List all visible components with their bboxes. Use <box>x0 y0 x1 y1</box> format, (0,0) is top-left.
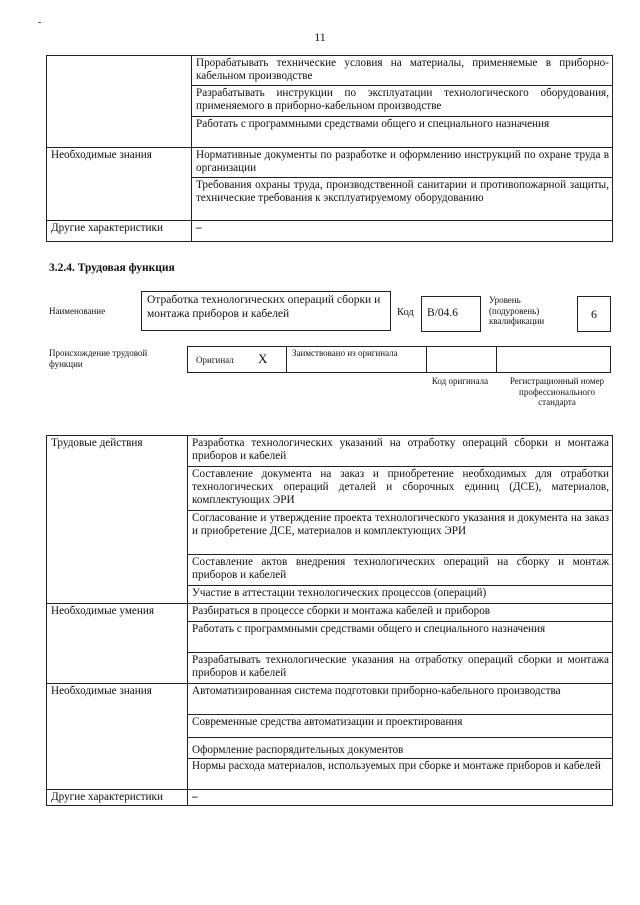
row-text: Современные средства автоматизации и проектирования <box>188 715 613 738</box>
row-text: Прорабатывать технические условия на материалы, применяемые в приборно-кабельном производстве <box>192 56 613 86</box>
corner-mark: - <box>38 17 42 28</box>
original-code-caption: Код оригинала <box>431 376 489 386</box>
qualification-level: 6 <box>591 307 597 321</box>
row-text: Нормативные документы по разработке и оформлению инструкций по охране труда в организации <box>192 148 613 178</box>
row-text: Согласование и утверждение проекта технологического указания и документа на заказ и приобретение ДСЕ, материалов и комплектующих ЭРИ <box>188 511 613 555</box>
registration-caption: Регистрационный номер профессионального стандарта <box>509 376 605 407</box>
divider <box>496 346 497 373</box>
row-text: Работать с программными средствами общего и специального назначения <box>192 117 613 148</box>
function-code: В/04.6 <box>427 307 458 319</box>
row-label: Другие характеристики <box>47 221 192 242</box>
row-text: Оформление распорядительных документов <box>188 738 613 759</box>
origin-box <box>187 346 611 373</box>
section-heading: 3.2.4. Трудовая функция <box>49 262 175 274</box>
divider <box>286 346 287 373</box>
table-row <box>47 221 613 242</box>
name-label: Наименование <box>49 306 106 316</box>
table-row <box>47 604 613 622</box>
table-function-details <box>46 435 613 806</box>
row-text: Автоматизированная система подготовки приборно-кабельного производства <box>188 684 613 715</box>
group-label: Другие характеристики <box>47 790 188 806</box>
row-text: Работать с программными средствами общего и специального назначения <box>188 622 613 653</box>
code-label: Код <box>397 307 414 318</box>
original-mark: X <box>258 351 268 366</box>
table-row <box>47 148 613 178</box>
table-row <box>47 56 613 86</box>
row-text: Разбираться в процессе сборки и монтажа кабелей и приборов <box>188 604 613 622</box>
row-text: Участие в аттестации технологических процессов (операций) <box>188 586 613 604</box>
level-label: Уровень (подуровень) квалификации <box>489 295 545 326</box>
row-text: – <box>192 221 613 242</box>
origin-label: Происхождение трудовой функции <box>49 348 148 369</box>
row-text: Разрабатывать технологические указания на отработку операций сборки и монтажа приборов и кабелей <box>188 653 613 684</box>
row-text: Требования охраны труда, производственной санитарии и противопожарной защиты, технические требования к эксплуатируемому оборудованию <box>192 178 613 221</box>
original-label: Оригинал <box>196 355 234 365</box>
table-row <box>47 684 613 715</box>
row-text: Разработка технологических указаний на отработку операций сборки и монтажа приборов и кабелей <box>188 436 613 467</box>
row-text: Нормы расхода материалов, используемых при сборке и монтаже приборов и кабелей <box>188 759 613 790</box>
row-label: Необходимые знания <box>47 148 192 221</box>
table-row <box>47 436 613 467</box>
group-label: Трудовые действия <box>47 436 188 604</box>
divider <box>426 346 427 373</box>
borrowed-label: Заимствовано из оригинала <box>292 348 398 358</box>
function-name: Отработка технологических операций сборки и монтажа приборов и кабелей <box>147 294 381 320</box>
function-code-box <box>421 296 481 332</box>
page-number: 11 <box>314 30 326 44</box>
group-label: Необходимые умения <box>47 604 188 684</box>
group-label: Необходимые знания <box>47 684 188 790</box>
row-text: Составление документа на заказ и приобретение необходимых для отработки технологических операций деталей и сборочных единиц (ДСЕ), материалов, комплектующих ЭРИ <box>188 467 613 511</box>
table-continuation <box>46 55 613 242</box>
row-text: Разрабатывать инструкции по эксплуатации технологического оборудования, применяемого в приборно-кабельном производстве <box>192 86 613 117</box>
function-name-box <box>141 291 391 331</box>
table-row <box>47 790 613 806</box>
row-text: – <box>188 790 613 806</box>
row-label <box>47 56 192 148</box>
qualification-level-box <box>577 296 611 332</box>
row-text: Составление актов внедрения технологических операций на сборку и монтаж приборов и кабелей <box>188 555 613 586</box>
